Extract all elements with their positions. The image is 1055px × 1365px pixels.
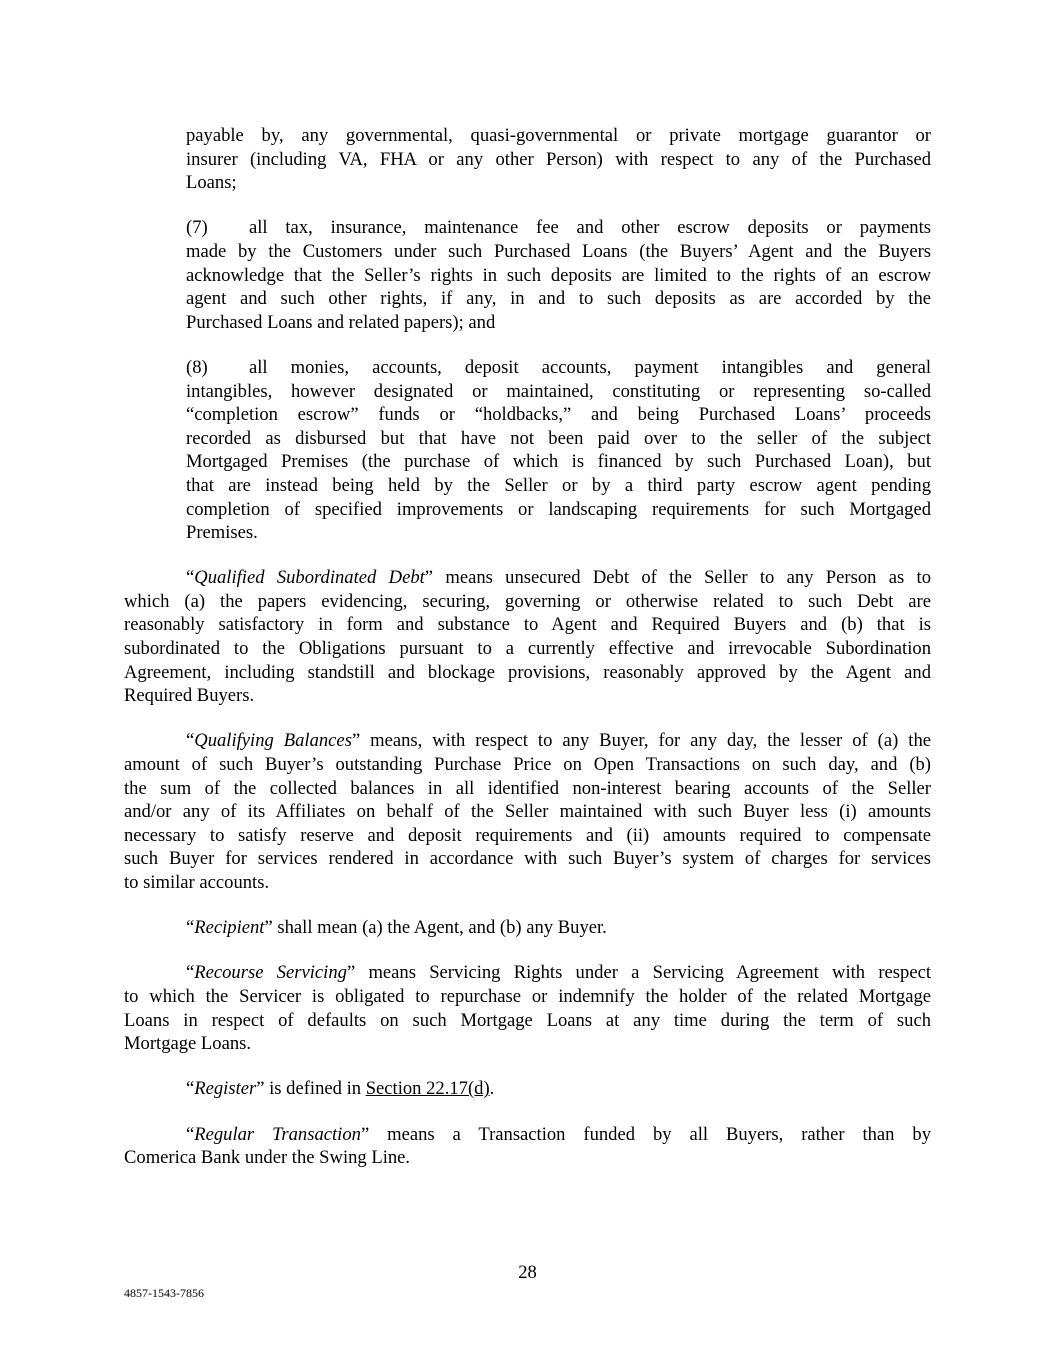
text-line xyxy=(124,824,931,848)
text-line xyxy=(186,240,931,264)
text-run: Mortgaged Premises (the purchase of which is financed by such Purchased Loan), but xyxy=(186,451,931,473)
defined-term: Register xyxy=(194,1078,257,1100)
defined-term: Recipient xyxy=(194,917,265,939)
text-run: all tax, insurance, maintenance fee and other escrow deposits or payments xyxy=(249,217,931,239)
document-body xyxy=(124,124,931,1191)
text-run: “completion escrow” funds or “holdbacks,” and being Purchased Loans’ proceeds xyxy=(186,404,931,426)
text-line xyxy=(124,590,931,614)
text-run: ” means a Transaction funded by all Buyers, rather than by xyxy=(360,1123,931,1145)
text-line xyxy=(186,403,931,427)
text-line xyxy=(124,566,931,590)
text-run: subordinated to the Obligations pursuant to a currently effective and irrevocable Subordination xyxy=(124,638,931,660)
text-run: Mortgage Loans. xyxy=(124,1033,252,1055)
text-run: Agreement, including standstill and blockage provisions, reasonably approved by the Agent and xyxy=(124,661,931,683)
text-line xyxy=(186,380,931,404)
text-line xyxy=(124,1123,931,1147)
defined-term: Qualifying Balances xyxy=(194,730,352,752)
text-line xyxy=(186,521,931,545)
text-line xyxy=(186,311,931,335)
text-line xyxy=(124,1009,931,1033)
text-run: . xyxy=(489,1078,495,1100)
text-run: reasonably satisfactory in form and substance to Agent and Required Buyers and (b) that is xyxy=(124,614,931,636)
text-run: ” shall mean (a) the Agent, and (b) any Buyer. xyxy=(264,917,607,939)
text-run: “ xyxy=(186,730,195,752)
text-run: “ xyxy=(186,1123,195,1145)
text-line xyxy=(124,871,931,895)
text-run: necessary to satisfy reserve and deposit requirements and (ii) amounts required to compensate xyxy=(124,824,931,846)
text-run: Comerica Bank under the Swing Line. xyxy=(124,1147,411,1169)
text-run: to which the Servicer is obligated to repurchase or indemnify the holder of the related Mortgage xyxy=(124,985,931,1007)
text-line xyxy=(124,637,931,661)
text-line xyxy=(124,847,931,871)
text-run: Premises. xyxy=(186,522,258,544)
text-line xyxy=(124,613,931,637)
text-run: made by the Customers under such Purchased Loans (the Buyers’ Agent and the Buyers xyxy=(186,240,931,262)
text-run: Loans; xyxy=(186,172,237,194)
text-line xyxy=(186,216,931,240)
text-line xyxy=(186,498,931,522)
text-run: completion of specified improvements or landscaping requirements for such Mortgaged xyxy=(186,498,931,520)
text-run: recorded as disbursed but that have not been paid over to the seller of the subject xyxy=(186,427,931,449)
text-line xyxy=(124,916,931,940)
text-run: all monies, accounts, deposit accounts, payment intangibles and general xyxy=(249,356,931,378)
text-line xyxy=(186,148,931,172)
text-run: “ xyxy=(186,567,195,589)
paragraph xyxy=(124,1123,931,1170)
text-run: and/or any of its Affiliates on behalf of the Seller maintained with such Buyer less (i) amounts xyxy=(124,801,931,823)
paragraph xyxy=(186,356,931,545)
defined-term: Regular Transaction xyxy=(194,1123,361,1145)
text-run: such Buyer for services rendered in accordance with such Buyer’s system of charges for services xyxy=(124,848,931,870)
text-run: ” means Servicing Rights under a Servicing Agreement with respect xyxy=(346,962,931,984)
list-marker: (8) xyxy=(186,356,208,378)
text-run: payable by, any governmental, quasi-governmental or private mortgage guarantor or xyxy=(186,125,931,146)
defined-term: Recourse Servicing xyxy=(194,962,347,984)
paragraph xyxy=(186,124,931,195)
text-line xyxy=(124,800,931,824)
text-line xyxy=(124,985,931,1009)
text-run: acknowledge that the Seller’s rights in such deposits are limited to the rights of an escrow xyxy=(186,264,931,286)
line-content xyxy=(249,216,931,240)
paragraph xyxy=(186,216,931,334)
list-marker: (7) xyxy=(186,217,208,239)
text-line xyxy=(186,171,931,195)
paragraph xyxy=(124,729,931,894)
text-run: agent and such other rights, if any, in and to such deposits as are accorded by the xyxy=(186,288,931,310)
section-reference: Section 22.17(d) xyxy=(365,1078,490,1100)
text-line xyxy=(124,753,931,777)
text-run: “ xyxy=(186,1078,195,1100)
defined-term: Qualified Subordinated Debt xyxy=(194,567,425,589)
text-run: insurer (including VA, FHA or any other Person) with respect to any of the Purchased xyxy=(186,148,931,170)
text-run: “ xyxy=(186,917,195,939)
text-run: ” means, with respect to any Buyer, for any day, the lesser of (a) the xyxy=(351,730,932,752)
text-run: to similar accounts. xyxy=(124,872,270,893)
text-line xyxy=(124,729,931,753)
paragraph xyxy=(124,566,931,708)
text-run: the sum of the collected balances in all identified non-interest bearing accounts of the Seller xyxy=(124,777,931,799)
text-line xyxy=(186,356,931,380)
text-run: Required Buyers. xyxy=(124,685,255,707)
text-line xyxy=(124,684,931,708)
text-line xyxy=(124,1032,931,1056)
text-line xyxy=(124,777,931,801)
text-line xyxy=(186,287,931,311)
paragraph xyxy=(124,961,931,1055)
text-line xyxy=(124,961,931,985)
line-content xyxy=(249,356,931,380)
text-run: intangibles, however designated or maintained, constituting or representing so-called xyxy=(186,380,931,402)
text-run: Loans in respect of defaults on such Mortgage Loans at any time during the term of such xyxy=(124,1009,931,1031)
text-line xyxy=(186,450,931,474)
page-number: 28 xyxy=(518,1262,537,1283)
text-line xyxy=(124,1077,931,1101)
text-line xyxy=(186,427,931,451)
text-line xyxy=(124,661,931,685)
text-run: ” is defined in xyxy=(256,1078,366,1100)
paragraph xyxy=(124,916,931,940)
text-run: amount of such Buyer’s outstanding Purchase Price on Open Transactions on such day, and (b) xyxy=(124,754,931,776)
text-line xyxy=(186,264,931,288)
text-line xyxy=(186,474,931,498)
text-run: “ xyxy=(186,962,195,984)
document-id: 4857-1543-7856 xyxy=(124,1286,204,1300)
text-run: ” means unsecured Debt of the Seller to any Person as to xyxy=(424,567,932,589)
text-line xyxy=(186,124,931,148)
text-run: that are instead being held by the Seller or by a third party escrow agent pending xyxy=(186,474,931,496)
text-line xyxy=(124,1146,931,1170)
text-run: Purchased Loans and related papers); and xyxy=(186,311,496,333)
paragraph xyxy=(124,1077,931,1101)
text-run: which (a) the papers evidencing, securing, governing or otherwise related to such Debt are xyxy=(124,590,931,612)
